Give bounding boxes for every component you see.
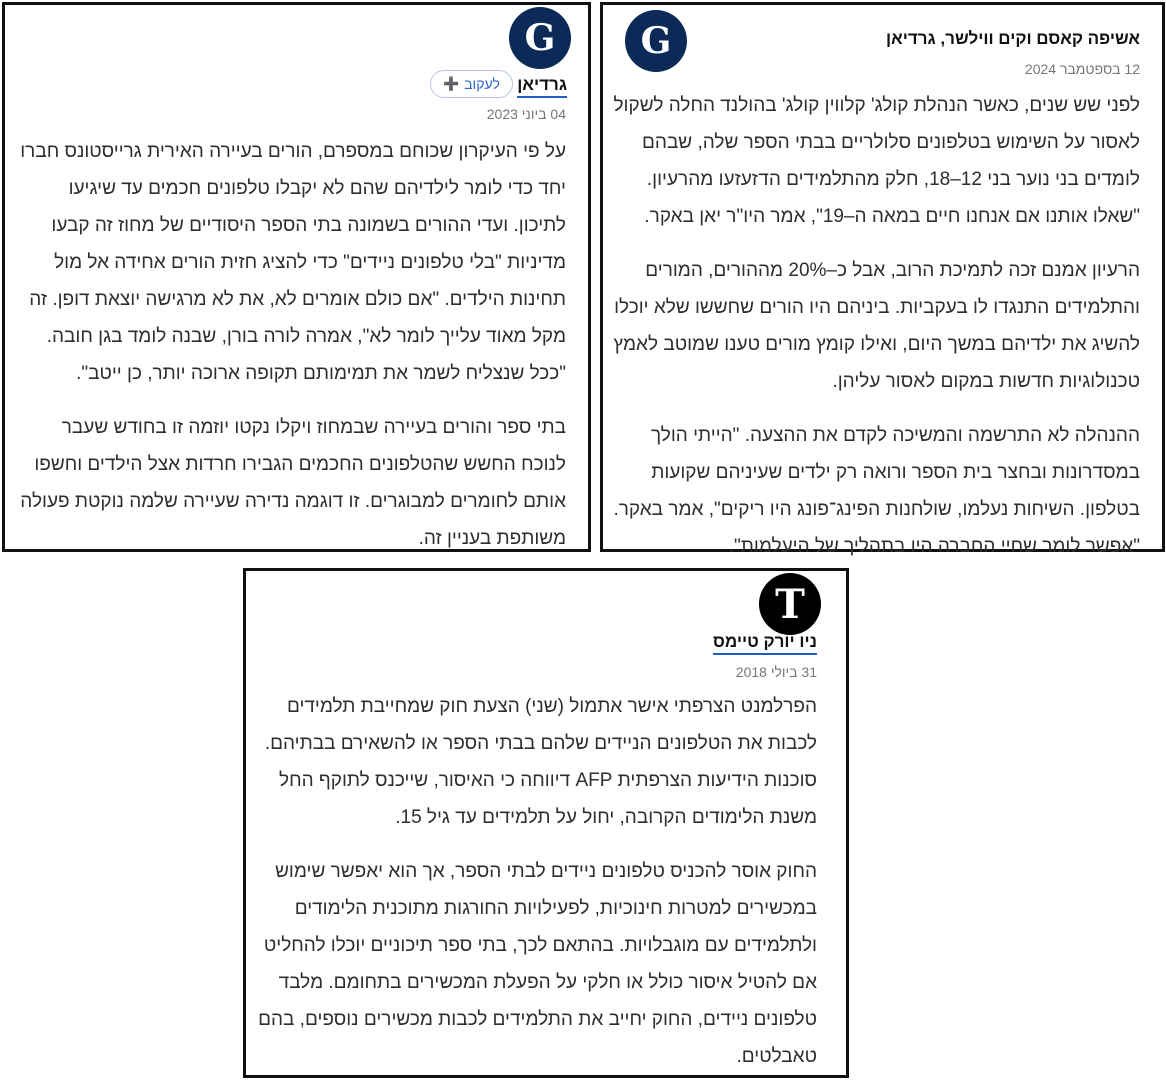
- follow-label: לעקוב: [464, 76, 500, 92]
- article-date: 12 בספטמבר 2024: [1024, 61, 1140, 77]
- paragraph: לפני שש שנים, כאשר הנהלת קולג' קלווין קולג' בהולנד החלה לשקול לאסור על השימוש בטלפונים סלולריים בבתי הספר שלה, שבהם לומדים בני נוער בני 12–18, חלק מהתלמידים הדזעזעו מהרעיון. "שאלו אותנו אם אנחנו חיים במאה ה–19", אמר היו"ר יאן באקר.: [613, 95, 1140, 227]
- paragraph: על פי העיקרון שכוחם במספרם, הורים בעיירה האירית גרייסטונס חברו יחד כדי לומר לילדיהם שהם לא יקבלו טלפונים חכמים עד שיגיעו לתיכון. ועדי ההורים בשמונה בתי הספר היסודיים של מחוז זה קבעו מדיניות "בלי טלפונים ניידים" כדי להציג חזית הורים אחידה אל מול תחינות הילדים. "אם כולם אומרים לא, את לא מרגישה יוצאת דופן. זה מקל מאוד עלייך לומר לא", אמרה לורה בורן, שבנה לומד בגן חובה. "ככל שנצליח לשמר את תמימותם תקופה ארוכה יותר, כן ייטב".: [20, 141, 566, 384]
- paragraph: ההנהלה לא התרשמה והמשיכה לקדם את ההצעה. "הייתי הולך במסדרונות ובחצר בית הספר ורואה רק ילדים שעיניהם שקועות בטלפון. השיחות נעלמו, שולחנות הפינג־פונג היו ריקים", אמר באקר. "אפשר לומר שחיי החברה היו בתהליך של היעלמות".: [613, 425, 1140, 557]
- guardian-logo-icon[interactable]: G: [625, 10, 687, 72]
- article-date: 04 ביוני 2023: [486, 106, 566, 122]
- article-date: 31 ביולי 2018: [735, 664, 817, 680]
- article-body: [257, 688, 817, 1092]
- paragraph: הרעיון אמנם זכה לתמיכת הרוב, אבל כ–20% מההורים, המורים והתלמידים התנגדו לו בעקביות. ביניהם היו הורים שחששו שלא יוכלו להשיג את ילדיהם במשך היום, ואילו קומץ מורים טענו שמוטב לאמץ טכנולוגיות חדשות במקום לאסור עליהן.: [613, 260, 1140, 392]
- guardian-logo-icon[interactable]: G: [509, 7, 571, 69]
- follow-button[interactable]: [430, 70, 513, 98]
- source-name[interactable]: גרדיאן: [517, 75, 567, 98]
- authors-byline[interactable]: אשיפה קאסם וקים ווילשר, גרדיאן: [886, 29, 1140, 48]
- paragraph: בתי ספר והורים בעיירה שבמחוז ויקלו נקטו יוזמה זו בחודש שעבר לנוכח החשש שהטלפונים החכמים הגבירו חרדות אצל הילדים וחשפו אותם לחומרים למבוגרים. זו דוגמה נדירה שעיירה שלמה נוקטת פעולה משותפת בעניין זה.: [20, 417, 566, 549]
- guardian-article-card: [2, 2, 591, 552]
- source-name[interactable]: ניו יורק טיימס: [713, 632, 817, 655]
- paragraph: החוק אוסר להכניס טלפונים ניידים לבתי הספר, אך הוא יאפשר שימוש במכשירים למטרות חינוכיות, לפעילויות החורגות מתוכנית הלימודים ולתלמידים עם מוגבלויות. בהתאם לכך, בתי ספר תיכוניים יוכלו להחליט אם להטיל איסור כולל או חלקי על הפעלת המכשירים בתחומם. מלבד טלפונים ניידים, החוק יחייב את התלמידים לכבות מכשירים נוספים, בהם טאבלטים.: [258, 861, 817, 1067]
- follow-icon: ➕: [443, 76, 460, 91]
- nyt-article-card: [243, 568, 849, 1078]
- guardian-authors-article-card: [600, 2, 1165, 557]
- nyt-logo-icon[interactable]: T: [759, 573, 821, 635]
- paragraph: הפרלמנט הצרפתי אישר אתמול (שני) הצעת חוק שמחייבת תלמידים לכבות את הטלפונים הניידים שלהם בבתי הספר או להשאירם בבתיהם. סוכנות הידיעות הצרפתית AFP דיווחה כי האיסור, שייכנס לתוקף החל משנת הלימודים הקרובה, יחול על תלמידים עד גיל 15.: [264, 696, 817, 828]
- article-body: [18, 133, 566, 574]
- article-body: [612, 87, 1140, 582]
